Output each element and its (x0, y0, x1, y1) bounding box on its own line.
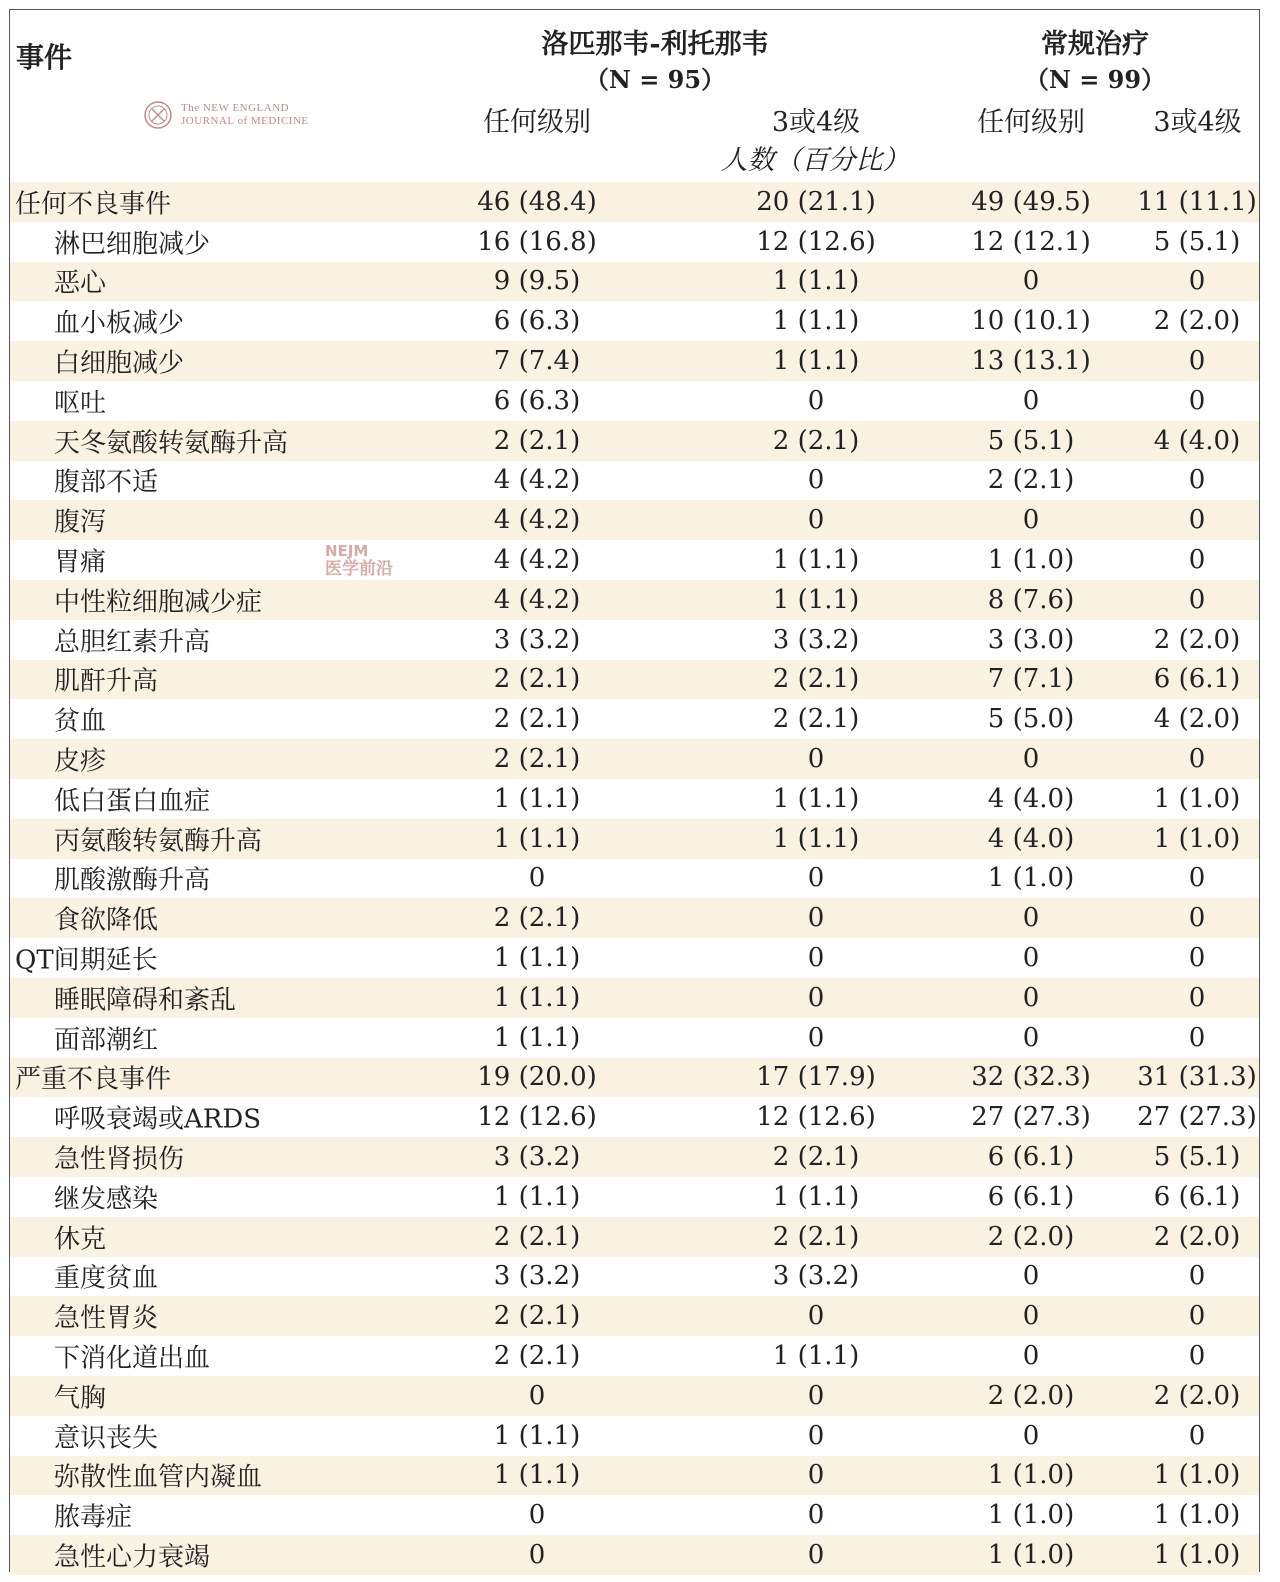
event-name: 意识丧失 (54, 1423, 159, 1454)
event-name: 肌酐升高 (54, 666, 159, 697)
group1-grade34-cell: 1 (1.1) (772, 783, 860, 814)
group1-any-grade-cell: 1 (1.1) (493, 1022, 581, 1053)
event-name: 总胆红素升高 (54, 627, 211, 658)
group1-any-grade-cell: 4 (4.2) (493, 505, 581, 536)
table-row (10, 660, 1259, 700)
group2-grade34-cell: 1 (1.0) (1153, 783, 1241, 814)
table-row (10, 461, 1259, 501)
event-name: 淋巴细胞减少 (54, 229, 211, 260)
table-row (10, 1137, 1259, 1177)
group1-grade34-cell: 12 (12.6) (756, 226, 876, 257)
event-name: 食欲降低 (54, 905, 159, 936)
group1-any-grade-cell: 3 (3.2) (493, 624, 581, 655)
table-row (10, 540, 1259, 580)
group2-any-grade-cell: 49 (49.5) (971, 186, 1091, 217)
group1-grade34-cell: 1 (1.1) (772, 584, 860, 615)
group2-any-grade-cell: 12 (12.1) (971, 226, 1091, 257)
group2-grade34-cell: 0 (1188, 982, 1206, 1013)
event-name: 重度贫血 (54, 1263, 159, 1294)
group2-grade34-cell: 0 (1188, 584, 1206, 615)
table-row (10, 1416, 1259, 1456)
group1-grade34-cell: 2 (2.1) (772, 704, 860, 735)
group2-grade34-cell: 0 (1188, 505, 1206, 536)
group2-grade34-cell: 1 (1.0) (1153, 1460, 1241, 1491)
table-row (10, 421, 1259, 461)
group1-any-grade-header: 任何级别 (483, 107, 591, 138)
group2-any-grade-cell: 0 (1022, 943, 1040, 974)
group1-any-grade-cell: 1 (1.1) (493, 783, 581, 814)
event-name: 呕吐 (54, 388, 107, 419)
group1-grade34-cell: 0 (807, 863, 825, 894)
group1-any-grade-cell: 1 (1.1) (493, 943, 581, 974)
group1-grade34-cell: 0 (807, 1500, 825, 1531)
group1-grade34-cell: 2 (2.1) (772, 1221, 860, 1252)
table-row (10, 859, 1259, 899)
event-name: 继发感染 (54, 1184, 159, 1215)
table-row (10, 739, 1259, 779)
group2-any-grade-cell: 5 (5.1) (987, 425, 1075, 456)
group1-grade34-cell: 1 (1.1) (772, 266, 860, 297)
event-name: 天冬氨酸转氨酶升高 (54, 428, 289, 459)
table-row (10, 779, 1259, 819)
event-name: 胃痛 (54, 547, 107, 578)
group2-n: （N = 99） (1024, 65, 1166, 94)
group1-grade34-cell: 0 (807, 385, 825, 416)
event-name: 中性粒细胞减少症 (54, 587, 263, 618)
group2-any-grade-cell: 5 (5.0) (987, 704, 1075, 735)
group1-any-grade-cell: 6 (6.3) (493, 306, 581, 337)
group1-any-grade-cell: 12 (12.6) (477, 1102, 597, 1133)
event-name: 严重不良事件 (15, 1064, 172, 1095)
table-row (10, 898, 1259, 938)
event-name: 肌酸激酶升高 (54, 865, 211, 896)
group2-any-grade-cell: 2 (2.0) (987, 1380, 1075, 1411)
table-row (10, 1097, 1259, 1137)
group2-grade34-cell: 2 (2.0) (1153, 1221, 1241, 1252)
group1-any-grade-cell: 4 (4.2) (493, 584, 581, 615)
group2-grade34-cell: 0 (1188, 943, 1206, 974)
group1-grade34-cell: 0 (807, 1420, 825, 1451)
watermark: NEJM 医学前沿 (325, 542, 393, 579)
group1-any-grade-cell: 2 (2.1) (493, 425, 581, 456)
event-name: 血小板减少 (54, 308, 185, 339)
group1-grade34-cell: 0 (807, 1380, 825, 1411)
group1-grade34-cell: 0 (807, 982, 825, 1013)
group2-any-grade-cell: 0 (1022, 744, 1040, 775)
group1-grade34-cell: 1 (1.1) (772, 1341, 860, 1371)
group1-any-grade-cell: 2 (2.1) (493, 704, 581, 735)
event-name: 弥散性血管内凝血 (54, 1462, 263, 1493)
group1-any-grade-cell: 16 (16.8) (477, 226, 597, 257)
event-name: 低白蛋白血症 (54, 786, 211, 817)
group1-any-grade-cell: 1 (1.1) (493, 982, 581, 1013)
group2-any-grade-header: 任何级别 (977, 107, 1085, 138)
group1-grade34-cell: 0 (807, 505, 825, 536)
group2-any-grade-cell: 3 (3.0) (987, 624, 1075, 655)
group1-n: （N = 95） (584, 65, 726, 94)
table-row (10, 938, 1259, 978)
group2-any-grade-cell: 0 (1022, 1341, 1040, 1371)
group2-any-grade-cell: 0 (1022, 903, 1040, 934)
table-row (10, 341, 1259, 381)
group1-any-grade-cell: 6 (6.3) (493, 385, 581, 416)
table-row (10, 182, 1259, 222)
group1-any-grade-cell: 2 (2.1) (493, 1301, 581, 1332)
table-row (10, 1376, 1259, 1416)
table-header (10, 10, 1259, 180)
group2-grade34-cell: 31 (31.3) (1137, 1062, 1257, 1093)
table-row (10, 381, 1259, 421)
event-name: 面部潮红 (54, 1025, 159, 1056)
group1-any-grade-cell: 1 (1.1) (493, 1181, 581, 1212)
event-name: 丙氨酸转氨酶升高 (54, 826, 263, 857)
group2-grade34-cell: 27 (27.3) (1137, 1102, 1257, 1133)
group2-any-grade-cell: 2 (2.1) (987, 465, 1075, 496)
group1-grade34-cell: 0 (807, 1022, 825, 1053)
group1-any-grade-cell: 7 (7.4) (493, 346, 581, 377)
group1-grade34-cell: 3 (3.2) (772, 624, 860, 655)
group1-grade34-cell: 2 (2.1) (772, 1142, 860, 1173)
table-row (10, 500, 1259, 540)
group2-any-grade-cell: 27 (27.3) (971, 1102, 1091, 1133)
group1-grade34-cell: 20 (21.1) (756, 186, 876, 217)
group1-any-grade-cell: 0 (528, 863, 546, 894)
event-name: 皮疹 (54, 746, 107, 777)
group2-grade34-cell: 0 (1188, 744, 1206, 775)
group2-any-grade-cell: 1 (1.0) (987, 545, 1075, 576)
table-body (10, 182, 1259, 1575)
group1-any-grade-cell: 2 (2.1) (493, 744, 581, 775)
group2-any-grade-cell: 10 (10.1) (971, 306, 1091, 337)
table-row (10, 1058, 1259, 1098)
table-row (10, 580, 1259, 620)
group2-grade34-cell: 0 (1188, 1420, 1206, 1451)
group2-any-grade-cell: 7 (7.1) (987, 664, 1075, 695)
group2-any-grade-cell: 1 (1.0) (987, 863, 1075, 894)
nejm-logo (143, 100, 309, 130)
group1-grade34-cell: 3 (3.2) (772, 1261, 860, 1292)
group1-any-grade-cell: 0 (528, 1500, 546, 1531)
event-name: 白细胞减少 (54, 348, 185, 379)
group1-any-grade-cell: 1 (1.1) (493, 1420, 581, 1451)
group2-any-grade-cell: 6 (6.1) (987, 1181, 1075, 1212)
group2-grade34-cell: 0 (1188, 903, 1206, 934)
group1-any-grade-cell: 0 (528, 1380, 546, 1411)
group1-any-grade-cell: 3 (3.2) (493, 1142, 581, 1173)
group2-any-grade-cell: 13 (13.1) (971, 346, 1091, 377)
group1-grade34-cell: 0 (807, 1301, 825, 1332)
group1-grade34-cell: 1 (1.1) (772, 823, 860, 854)
group2-grade34-cell: 0 (1188, 545, 1206, 576)
group2-grade34-cell: 0 (1188, 1261, 1206, 1292)
group2-any-grade-cell: 0 (1022, 266, 1040, 297)
group2-any-grade-cell: 0 (1022, 1301, 1040, 1332)
group1-any-grade-cell: 2 (2.1) (493, 664, 581, 695)
group2-grade34-cell: 1 (1.0) (1153, 823, 1241, 854)
group2-grade34-cell: 0 (1188, 465, 1206, 496)
group1-grade34-cell: 1 (1.1) (772, 346, 860, 377)
group2-any-grade-cell: 0 (1022, 982, 1040, 1013)
event-column-header: 事件 (16, 41, 73, 74)
group2-any-grade-cell: 8 (7.6) (987, 584, 1075, 615)
table-row (10, 1336, 1259, 1376)
group1-grade34-cell: 0 (807, 1460, 825, 1491)
event-name: 睡眠障碍和紊乱 (54, 985, 237, 1016)
group2-any-grade-cell: 0 (1022, 1420, 1040, 1451)
units-label: 人数（百分比） (720, 145, 910, 176)
table-row (10, 222, 1259, 262)
group1-any-grade-cell: 2 (2.1) (493, 903, 581, 934)
group2-any-grade-cell: 1 (1.0) (987, 1539, 1075, 1570)
table-row (10, 1217, 1259, 1257)
group2-any-grade-cell: 0 (1022, 385, 1040, 416)
group2-grade34-header: 3或4级 (1153, 107, 1242, 138)
event-name: 急性肾损伤 (54, 1144, 185, 1175)
group2-any-grade-cell: 2 (2.0) (987, 1221, 1075, 1252)
table-row (10, 699, 1259, 739)
group1-grade34-cell: 0 (807, 943, 825, 974)
table-row (10, 620, 1259, 660)
group1-grade34-cell: 0 (807, 903, 825, 934)
group2-any-grade-cell: 0 (1022, 1261, 1040, 1292)
group1-any-grade-cell: 3 (3.2) (493, 1261, 581, 1292)
table-row (10, 978, 1259, 1018)
nejm-seal-icon (143, 100, 173, 130)
group2-grade34-cell: 5 (5.1) (1153, 226, 1241, 257)
event-name: 脓毒症 (54, 1502, 133, 1533)
table-row (10, 1257, 1259, 1297)
group2-grade34-cell: 2 (2.0) (1153, 306, 1241, 337)
group1-any-grade-cell: 0 (528, 1539, 546, 1570)
group2-grade34-cell: 0 (1188, 266, 1206, 297)
event-name: 呼吸衰竭或ARDS (54, 1104, 262, 1135)
group2-any-grade-cell: 4 (4.0) (987, 823, 1075, 854)
table-row (10, 1018, 1259, 1058)
group1-title: 洛匹那韦-利托那韦 (541, 29, 769, 60)
table-row (10, 301, 1259, 341)
event-name: 下消化道出血 (54, 1343, 211, 1374)
group2-grade34-cell: 1 (1.0) (1153, 1500, 1241, 1531)
group1-any-grade-cell: 2 (2.1) (493, 1341, 581, 1371)
group1-grade34-cell: 1 (1.1) (772, 545, 860, 576)
group2-any-grade-cell: 0 (1022, 1022, 1040, 1053)
group2-grade34-cell: 4 (2.0) (1153, 704, 1241, 735)
event-name: 腹泻 (54, 507, 107, 538)
group1-any-grade-cell: 1 (1.1) (493, 1460, 581, 1491)
group2-grade34-cell: 4 (4.0) (1153, 425, 1241, 456)
table-row (10, 1177, 1259, 1217)
table-row (10, 1495, 1259, 1535)
group1-grade34-cell: 0 (807, 1539, 825, 1570)
group2-grade34-cell: 2 (2.0) (1153, 1380, 1241, 1411)
event-name: 恶心 (54, 268, 107, 299)
event-name: QT间期延长 (15, 945, 158, 976)
group1-grade34-cell: 0 (807, 744, 825, 775)
event-name: 气胸 (54, 1383, 107, 1414)
event-name: 任何不良事件 (15, 189, 172, 220)
group2-any-grade-cell: 0 (1022, 505, 1040, 536)
group2-grade34-cell: 0 (1188, 1301, 1206, 1332)
group1-any-grade-cell: 4 (4.2) (493, 545, 581, 576)
group1-grade34-cell: 2 (2.1) (772, 664, 860, 695)
group1-grade34-cell: 1 (1.1) (772, 306, 860, 337)
group2-grade34-cell: 0 (1188, 346, 1206, 377)
group1-grade34-cell: 1 (1.1) (772, 1181, 860, 1212)
event-name: 休克 (54, 1224, 107, 1255)
group2-grade34-cell: 11 (11.1) (1137, 186, 1257, 217)
group2-grade34-cell: 6 (6.1) (1153, 664, 1241, 695)
group1-any-grade-cell: 4 (4.2) (493, 465, 581, 496)
adverse-events-table (9, 9, 1260, 1572)
group1-any-grade-cell: 2 (2.1) (493, 1221, 581, 1252)
event-name: 急性胃炎 (54, 1303, 159, 1334)
table-row (10, 819, 1259, 859)
group2-grade34-cell: 5 (5.1) (1153, 1142, 1241, 1173)
group1-grade34-cell: 12 (12.6) (756, 1102, 876, 1133)
group2-grade34-cell: 0 (1188, 1341, 1206, 1371)
event-name: 贫血 (54, 706, 107, 737)
group1-any-grade-cell: 9 (9.5) (493, 266, 581, 297)
table-row (10, 262, 1259, 302)
group1-grade34-cell: 2 (2.1) (772, 425, 860, 456)
event-name: 腹部不适 (54, 467, 159, 498)
group2-grade34-cell: 0 (1188, 385, 1206, 416)
group1-any-grade-cell: 1 (1.1) (493, 823, 581, 854)
group2-any-grade-cell: 1 (1.0) (987, 1500, 1075, 1531)
group2-any-grade-cell: 32 (32.3) (971, 1062, 1091, 1093)
group2-grade34-cell: 1 (1.0) (1153, 1539, 1241, 1570)
group2-grade34-cell: 6 (6.1) (1153, 1181, 1241, 1212)
table-row (10, 1296, 1259, 1336)
group2-any-grade-cell: 1 (1.0) (987, 1460, 1075, 1491)
event-name: 急性心力衰竭 (54, 1542, 211, 1573)
group1-any-grade-cell: 19 (20.0) (477, 1062, 597, 1093)
group1-grade34-cell: 17 (17.9) (756, 1062, 876, 1093)
group2-grade34-cell: 0 (1188, 863, 1206, 894)
table-row (10, 1456, 1259, 1496)
group2-grade34-cell: 2 (2.0) (1153, 624, 1241, 655)
group2-grade34-cell: 0 (1188, 1022, 1206, 1053)
table-row (10, 1535, 1259, 1575)
logo-text: The NEW ENGLAND JOURNAL of MEDICINE (181, 102, 309, 127)
group2-title: 常规治疗 (1041, 29, 1149, 60)
group1-grade34-cell: 0 (807, 465, 825, 496)
group1-grade34-header: 3或4级 (771, 107, 861, 138)
group2-any-grade-cell: 4 (4.0) (987, 783, 1075, 814)
group2-any-grade-cell: 6 (6.1) (987, 1142, 1075, 1173)
group1-any-grade-cell: 46 (48.4) (477, 186, 597, 217)
